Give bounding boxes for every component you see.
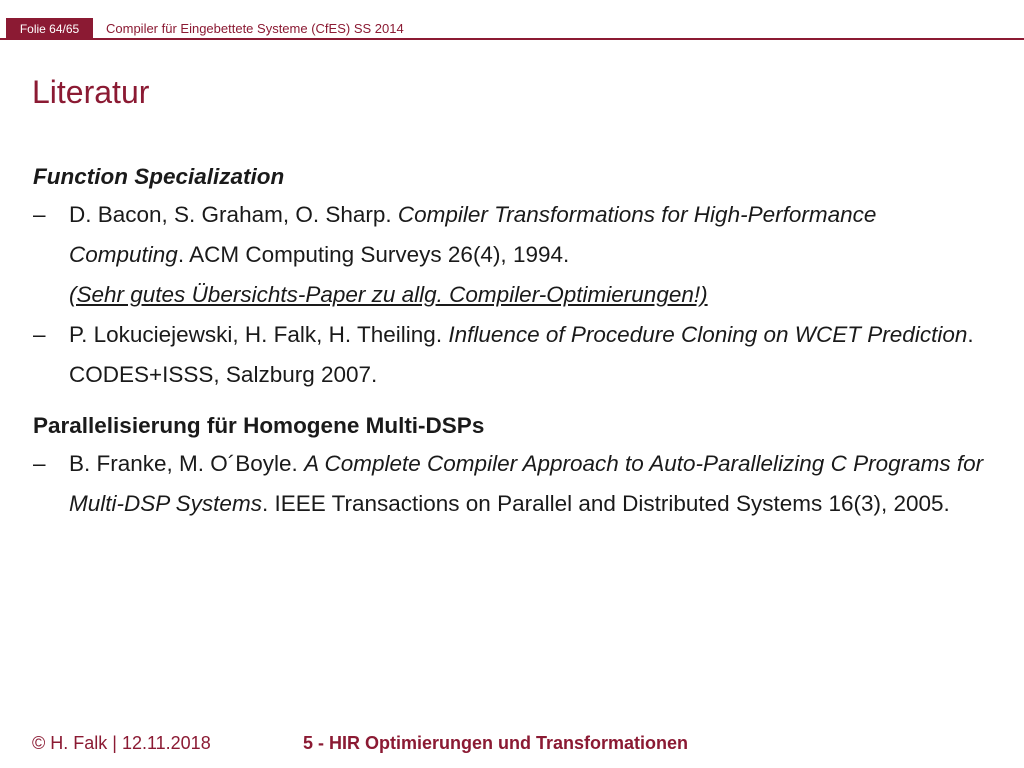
reference-authors: D. Bacon, S. Graham, O. Sharp. bbox=[69, 202, 398, 227]
header-bar bbox=[0, 18, 1024, 39]
references-list bbox=[33, 158, 993, 524]
dash-bullet: – bbox=[33, 322, 46, 347]
course-title: Compiler für Eingebettete Systeme (CfES) SS 2014 bbox=[106, 21, 404, 36]
reference-venue: . CODES+ISSS, Salzburg 2007. bbox=[69, 322, 974, 387]
reference-lokuciejewski-2007 bbox=[33, 315, 993, 395]
footer-chapter-title: 5 - HIR Optimierungen und Transformationen bbox=[303, 733, 689, 753]
slide-title: Literatur bbox=[32, 74, 150, 110]
reference-venue: . ACM Computing Surveys 26(4), 1994. bbox=[177, 242, 570, 267]
slide-number-badge: Folie 64/65 bbox=[6, 18, 93, 38]
reference-venue: . IEEE Transactions on Parallel and Distributed Systems 16(3), 2005. bbox=[261, 491, 950, 516]
dash-bullet: – bbox=[33, 202, 46, 227]
section-heading-function-specialization: Function Specialization bbox=[33, 164, 285, 189]
reference-authors: P. Lokuciejewski, H. Falk, H. Theiling. bbox=[69, 322, 449, 347]
reference-title: Compiler Transformations for High-Performance Computing bbox=[69, 202, 877, 267]
reference-franke-2005 bbox=[33, 444, 993, 524]
reference-authors: B. Franke, M. O´Boyle. bbox=[69, 451, 305, 476]
reference-title: Influence of Procedure Cloning on WCET Prediction bbox=[448, 322, 968, 347]
reference-note: (Sehr gutes Übersichts-Paper zu allg. Compiler-Optimierungen!) bbox=[69, 282, 708, 307]
footer-author-date: © H. Falk | 12.11.2018 bbox=[32, 733, 211, 753]
section-heading-parallelisierung: Parallelisierung für Homogene Multi-DSPs bbox=[33, 413, 485, 438]
reference-bacon-1994 bbox=[33, 195, 993, 315]
dash-bullet: – bbox=[33, 451, 46, 476]
reference-title: A Complete Compiler Approach to Auto-Parallelizing C Programs for Multi-DSP Systems bbox=[69, 451, 984, 516]
